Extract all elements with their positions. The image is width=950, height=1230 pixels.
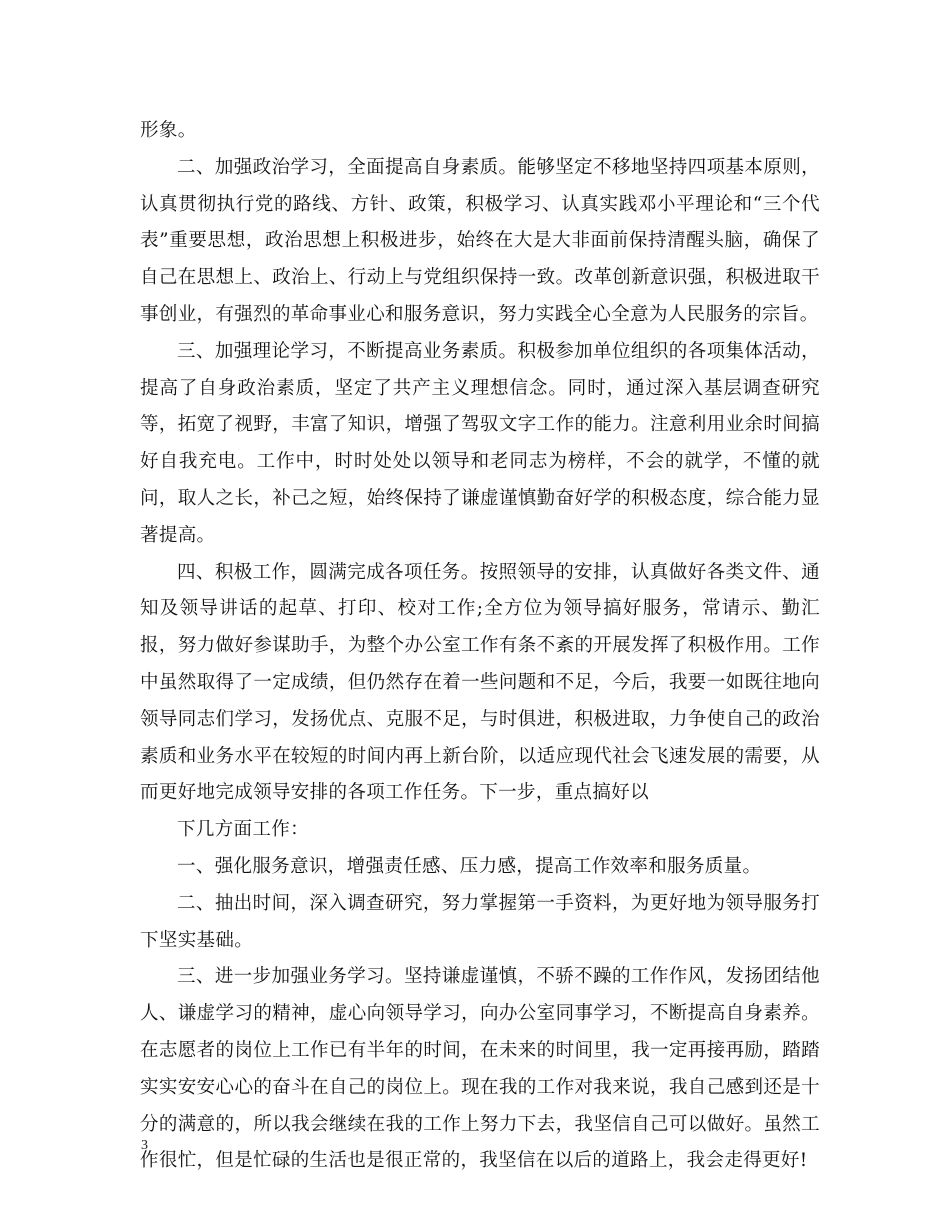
paragraph-investigation-research: 二、抽出时间，深入调查研究，努力掌握第一手资料，为更好地为领导服务打下坚实基础。 [140, 892, 820, 951]
paragraph-theory-study: 三、加强理论学习，不断提高业务素质。积极参加单位组织的各项集体活动，提高了自身政治素质，坚定了共产主义理想信念。同时，通过深入基层调查研究等，拓宽了视野，丰富了知识，增强了驾驭文字工作的能力。注意利用业余时间搞好自我充电。工作中，时时处处以领导和老同志为榜样，不会的就学，不懂的就问，取人之长，补己之短，始终保持了谦虚谨慎勤奋好学的积极态度，综合能力显著提高。 [140, 340, 820, 546]
paragraph-service-awareness: 一、强化服务意识，增强责任感、压力感，提高工作效率和服务质量。 [177, 855, 762, 877]
paragraph-business-study: 三、进一步加强业务学习。坚持谦虚谨慎，不骄不躁的工作作风，发扬团结他人、谦虚学习的精神，虚心向领导学习，向办公室同事学习，不断提高自身素养。在志愿者的岗位上工作已有半年的时间，在未来的时间里，我一定再接再励，踏踏实实安安心心的奋斗在自己的岗位上。现在我的工作对我来说，我自己感到还是十分的满意的，所以我会继续在我的工作上努力下去，我坚信自己可以做好。虽然工作很忙，但是忙碌的生活也是很正常的，我坚信在以后的道路上，我会走得更好! [140, 966, 820, 1172]
paragraph-continuation: 形象。 [140, 120, 197, 141]
page-number: 3 [141, 1138, 148, 1153]
document-body [140, 113, 820, 1180]
paragraph-next-work-heading: 下几方面工作： [177, 819, 309, 841]
paragraph-active-work: 四、积极工作，圆满完成各项任务。按照领导的安排，认真做好各类文件、通知及领导讲话的起草、打印、校对工作;全方位为领导搞好服务，常请示、勤汇报，努力做好参谋助手，为整个办公室工作有条不紊的开展发挥了积极作用。工作中虽然取得了一定成绩，但仍然存在着一些问题和不足，今后，我要一如既往地向领导同志们学习，发扬优点、克服不足，与时俱进，积极进取，力争使自己的政治素质和业务水平在较短的时间内再上新台阶，以适应现代社会飞速发展的需要，从而更好地完成领导安排的各项工作任务。下一步，重点搞好以 [140, 561, 820, 804]
paragraph-political-study: 二、加强政治学习，全面提高自身素质。能够坚定不移地坚持四项基本原则，认真贯彻执行党的路线、方针、政策，积极学习、认真实践邓小平理论和“三个代表”重要思想，政治思想上积极进步，始终在大是大非面前保持清醒头脑，确保了自己在思想上、政治上、行动上与党组织保持一致。改革创新意识强，积极进取干事创业，有强烈的革命事业心和服务意识，努力实践全心全意为人民服务的宗旨。 [140, 156, 820, 325]
